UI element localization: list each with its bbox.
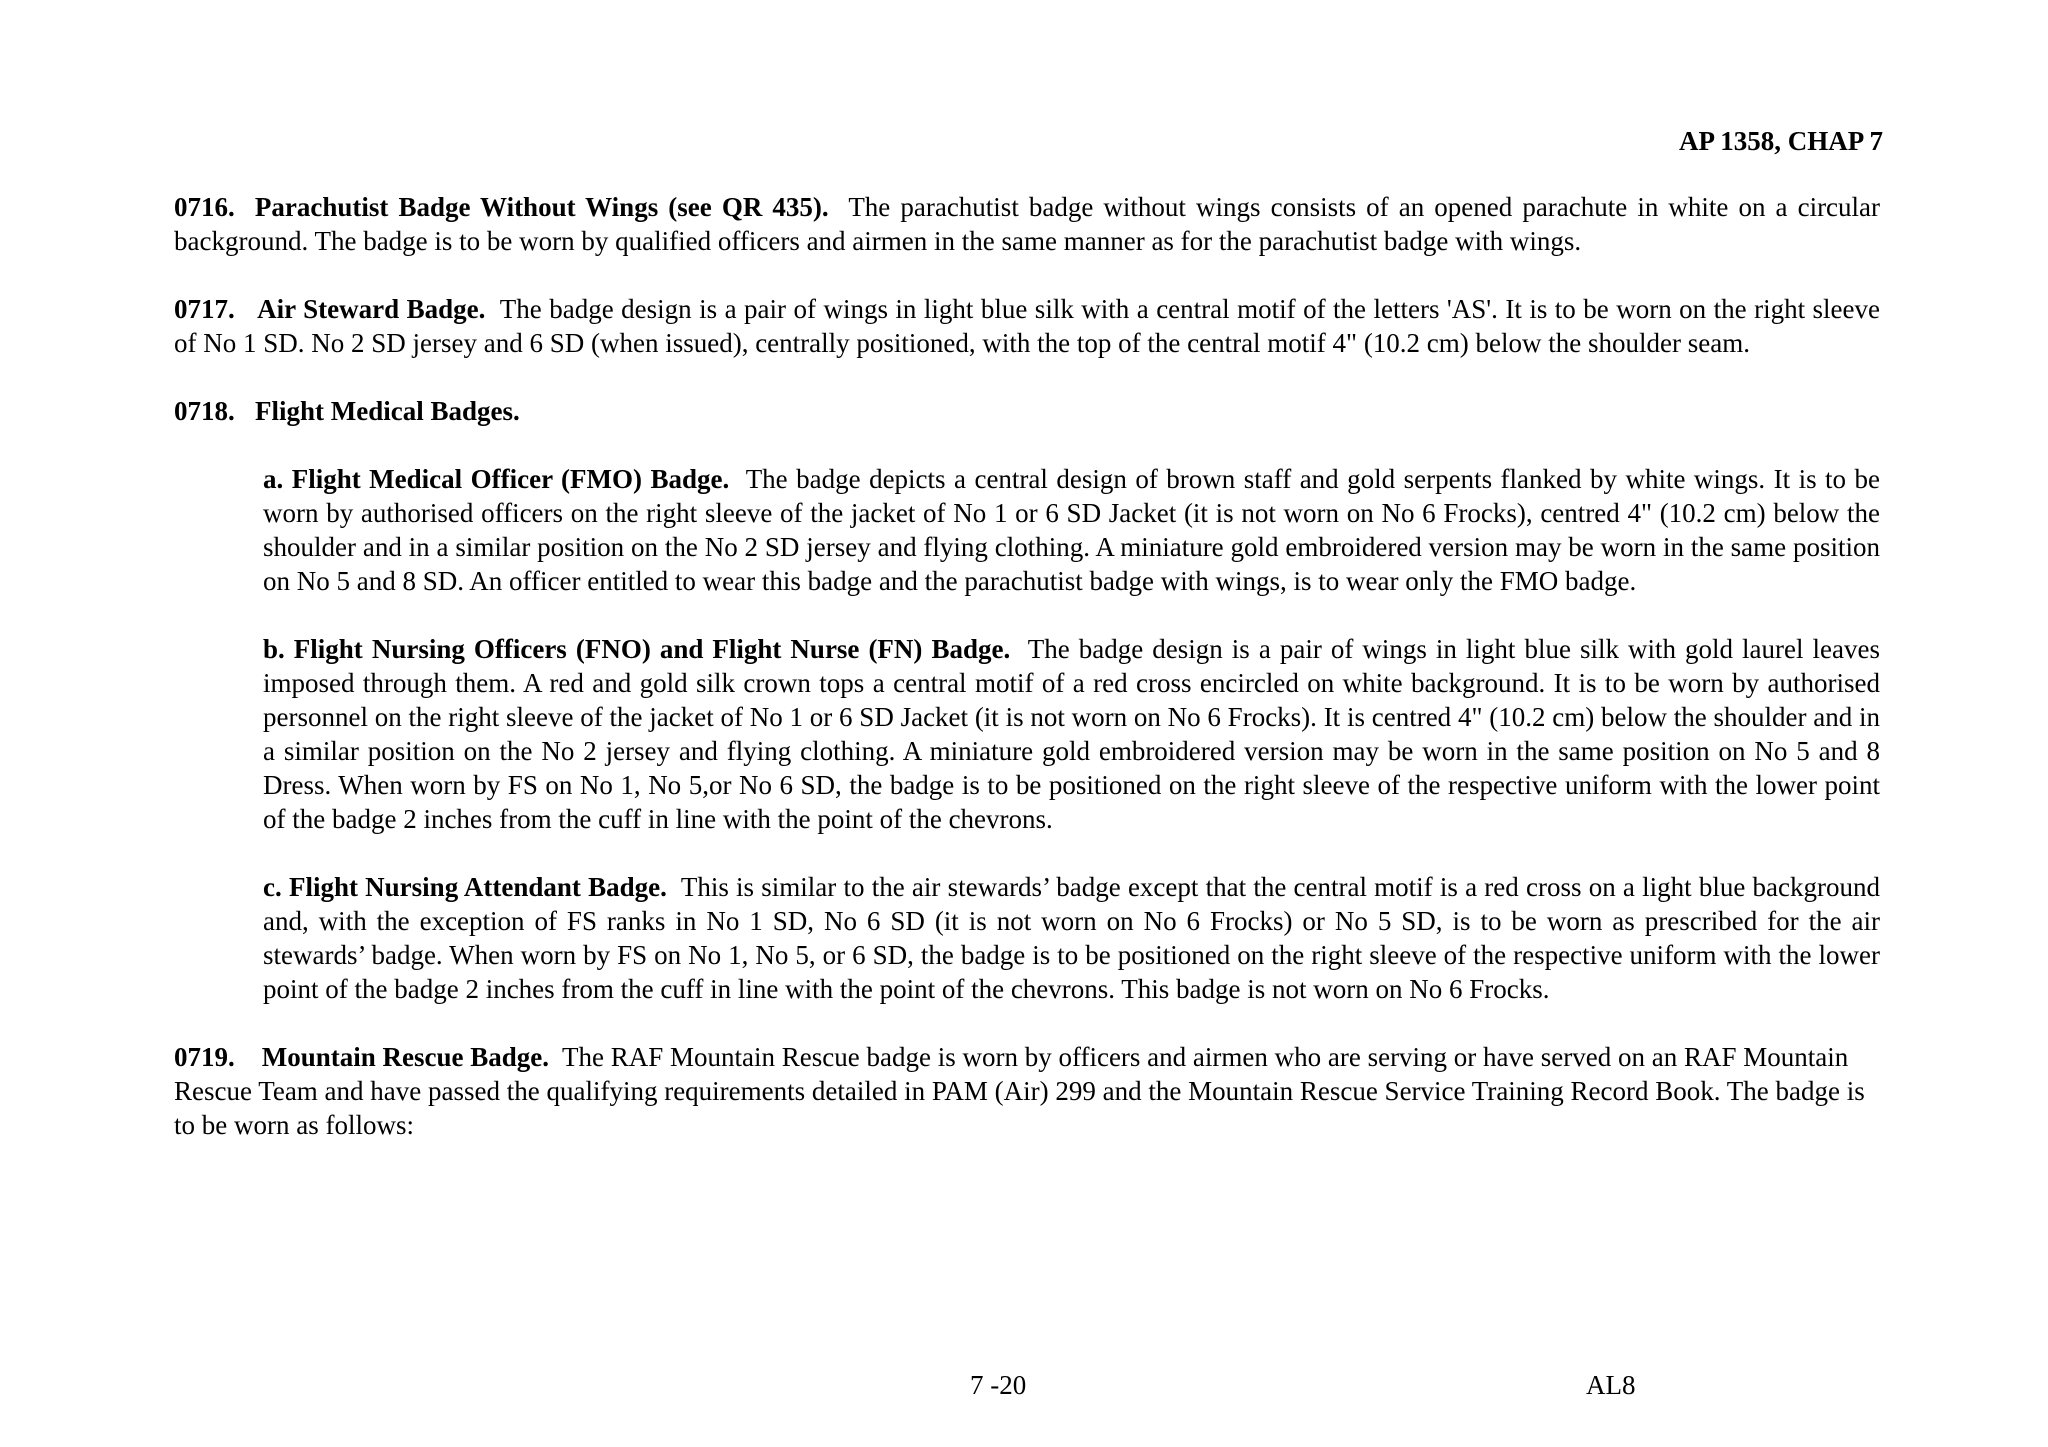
paragraph-0719 [174,1040,1880,1142]
paragraph-number: 0716. [174,192,235,222]
subparagraph-0718-c [263,870,1880,1006]
paragraph-0718 [174,394,1880,428]
paragraph-number: 0719. [174,1042,235,1072]
subparagraph-heading: a. Flight Medical Officer (FMO) Badge. [263,464,730,494]
paragraph-heading: Mountain Rescue Badge. [261,1042,550,1072]
paragraph-text: The badge design is a pair of wings in light blue silk with a central motif of the letters 'AS'. It is to be worn on the right sleeve of No 1 SD. No 2 SD jersey and 6 SD (when issued), centrally positioned, with the top of the central motif 4" (10.2 cm) below the shoulder seam. [174,294,1881,358]
document-reference: AP 1358, CHAP 7 [1678,126,1883,156]
paragraph-heading: Flight Medical Badges. [255,396,520,426]
subparagraph-0718-b [263,632,1880,836]
paragraph-text: The parachutist badge without wings consists of an opened parachute in white on a circular background. The badge is to be worn by qualified officers and airmen in the same manner as for the parachutist badge with wings. [174,192,1881,256]
amendment-list: AL8 [1586,1370,1636,1400]
paragraph-number: 0718. [174,396,235,426]
subparagraph-text: The badge design is a pair of wings in light blue silk with gold laurel leaves imposed through them. A red and gold silk crown tops a central motif of a red cross encircled on white background. It is to be worn by authorised personnel on the right sleeve of the jacket of No 1 or 6 SD Jacket (it is not worn on No 6 Frocks). It is centred 4" (10.2 cm) below the shoulder and in a similar position on the No 2 jersey and flying clothing. A miniature gold embroidered version may be worn in the same position on No 5 and 8 Dress. When worn by FS on No 1, No 5,or No 6 SD, the badge is to be positioned on the right sleeve of the respective uniform with the lower point of the badge 2 inches from the cuff in line with the point of the chevrons. [263,634,1880,834]
subparagraph-heading: b. Flight Nursing Officers (FNO) and Flight Nurse (FN) Badge. [263,634,1011,664]
paragraph-heading: Air Steward Badge. [257,294,486,324]
paragraph-0716 [174,190,1880,258]
subparagraph-text: The badge depicts a central design of brown staff and gold serpents flanked by white wings. It is to be worn by authorised officers on the right sleeve of the jacket of No 1 or 6 SD Jacket (it is not worn on No 6 Frocks), centred 4" (10.2 cm) below the shoulder and in a similar position on the No 2 SD jersey and flying clothing. A miniature gold embroidered version may be worn in the same position on No 5 and 8 SD. An officer entitled to wear this badge and the parachutist badge with wings, is to wear only the FMO badge. [263,464,1880,596]
paragraph-0717 [174,292,1880,360]
subparagraph-heading: c. Flight Nursing Attendant Badge. [263,872,667,902]
document-body [174,190,1880,1176]
paragraph-number: 0717. [174,294,235,324]
page-number: 7 -20 [970,1370,1027,1400]
subparagraph-text: This is similar to the air stewards’ badge except that the central motif is a red cross on a light blue background and, with the exception of FS ranks in No 1 SD, No 6 SD (it is not worn on No 6 Frocks) or No 5 SD, is to be worn as prescribed for the air stewards’ badge. When worn by FS on No 1, No 5, or 6 SD, the badge is to be positioned on the right sleeve of the respective uniform with the lower point of the badge 2 inches from the cuff in line with the point of the chevrons. This badge is not worn on No 6 Frocks. [263,872,1880,1004]
subparagraph-0718-a [263,462,1880,598]
paragraph-text: The RAF Mountain Rescue badge is worn by officers and airmen who are serving or have served on an RAF Mountain Rescue Team and have passed the qualifying requirements detailed in PAM (Air) 299 and the Mountain Rescue Service Training Record Book. The badge is to be worn as follows: [174,1042,1865,1140]
paragraph-heading: Parachutist Badge Without Wings (see QR 435). [254,192,829,222]
